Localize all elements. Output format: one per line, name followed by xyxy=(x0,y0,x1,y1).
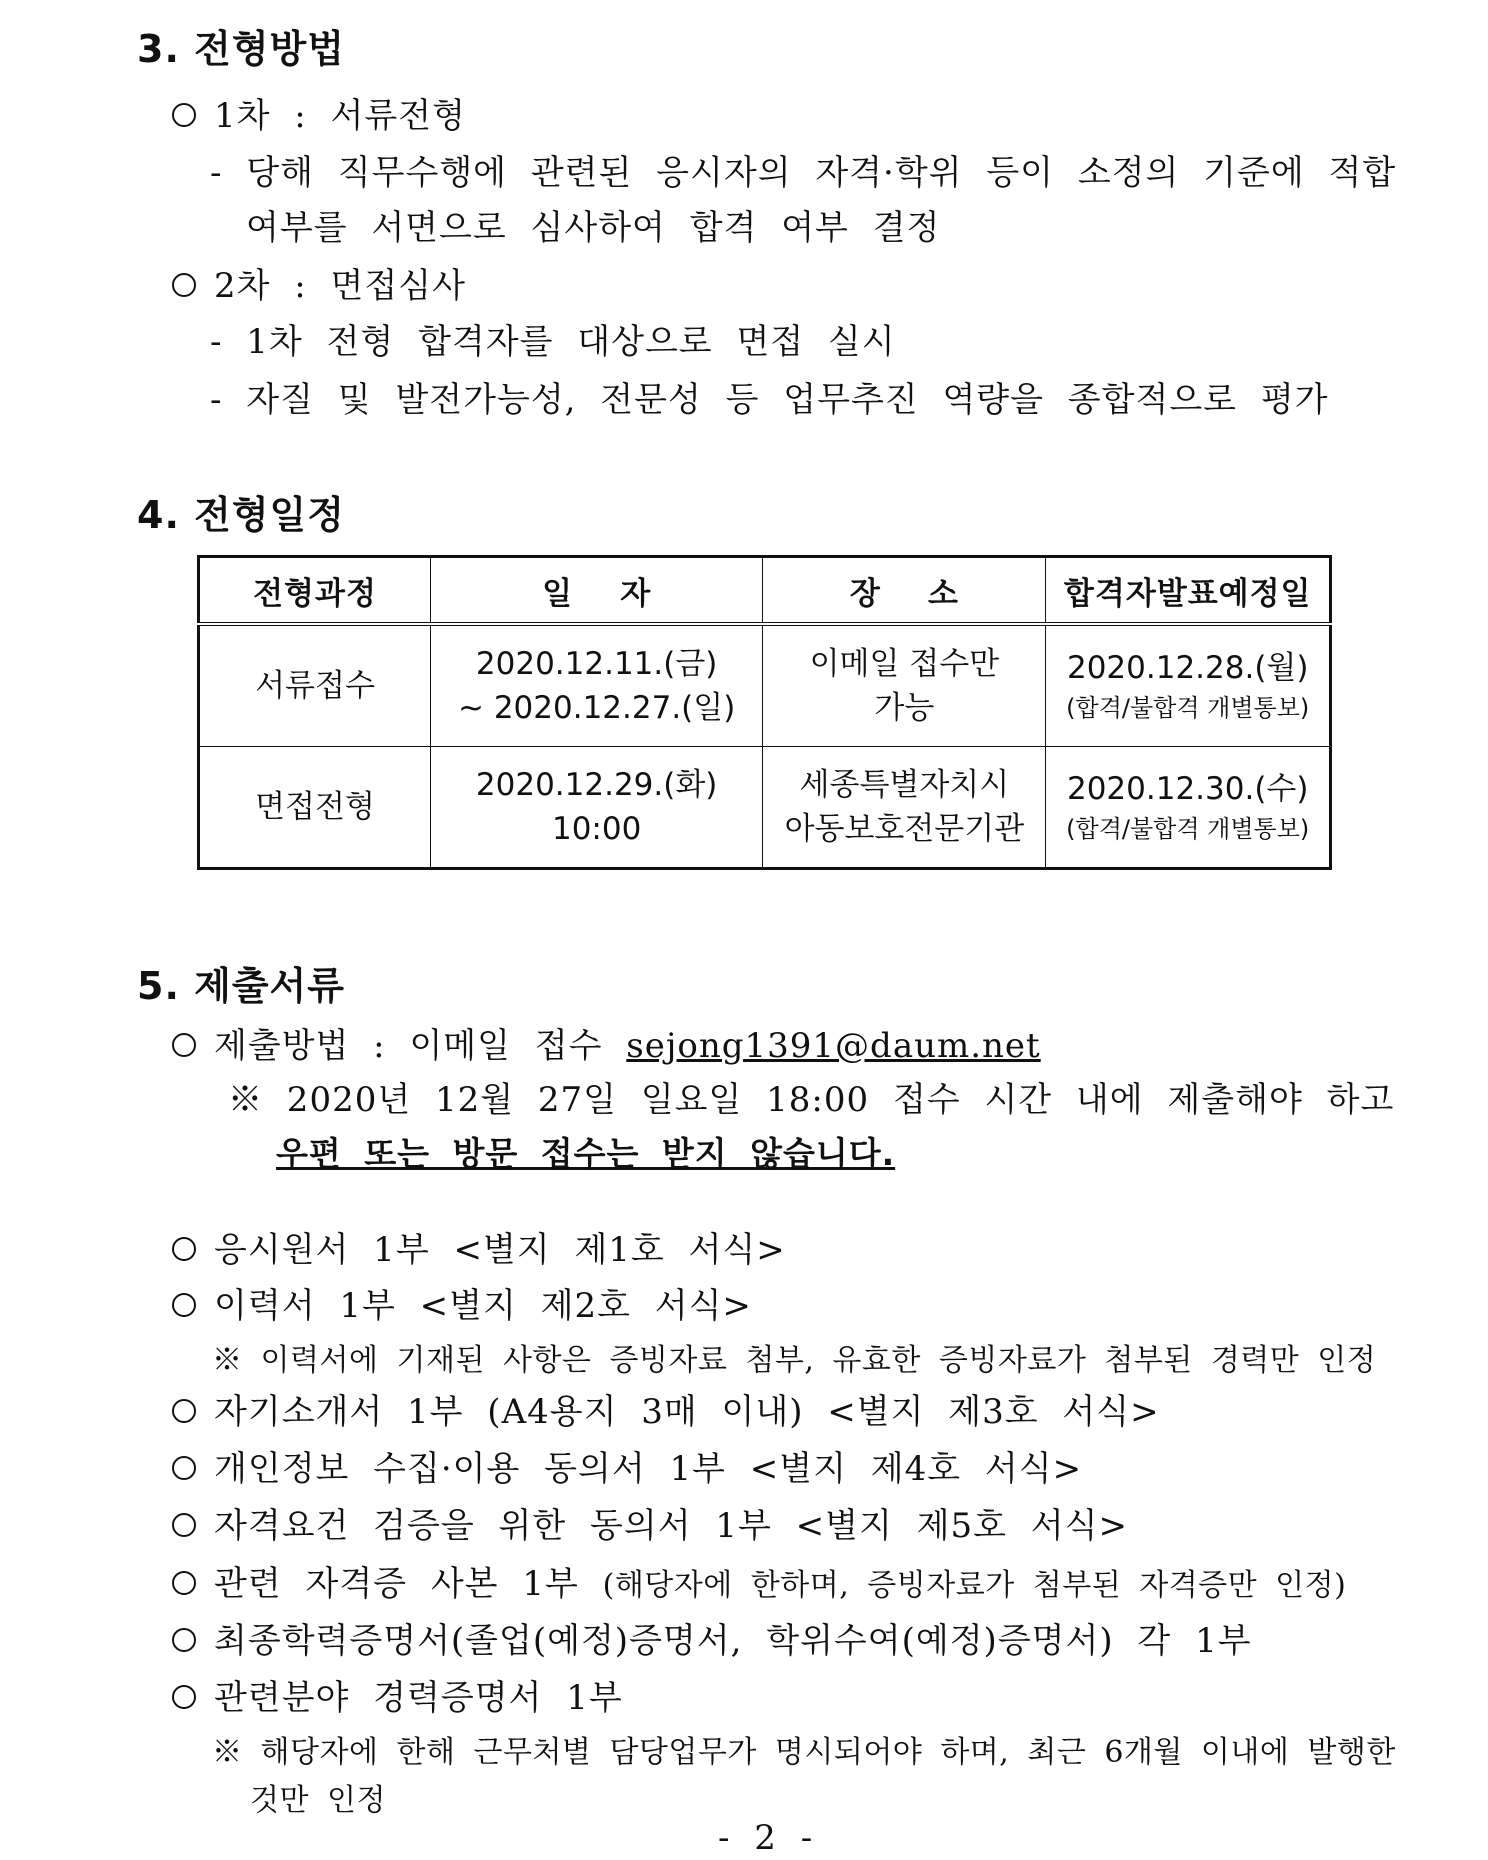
cell-stage: 서류접수 xyxy=(199,624,431,746)
circle-bullet-icon xyxy=(172,1399,196,1423)
cell-stage: 면접전형 xyxy=(199,746,431,868)
circle-bullet-icon xyxy=(172,1685,196,1709)
section-3-item-1: 1차 : 서류전형 xyxy=(172,88,466,137)
header-announce: 합격자발표예정일 xyxy=(1046,557,1331,625)
header-date: 일 자 xyxy=(431,557,763,625)
cell-date: 2020.12.11.(금) ~ 2020.12.27.(일) xyxy=(431,624,763,746)
page-number: - 2 - xyxy=(718,1818,814,1858)
table-row xyxy=(199,746,1331,868)
section-3-item-2: 2차 : 면접심사 xyxy=(172,258,466,307)
table-header-row xyxy=(199,557,1331,625)
doc-item-education: 최종학력증명서(졸업(예정)증명서, 학위수여(예정)증명서) 각 1부 xyxy=(172,1613,1252,1662)
circle-bullet-icon xyxy=(172,1628,196,1652)
deadline-note-emphasis: 우편 또는 방문 접수는 받지 않습니다. xyxy=(276,1134,896,1173)
cell-place: 세종특별자치시 아동보호전문기관 xyxy=(763,746,1046,868)
header-place: 장 소 xyxy=(763,557,1046,625)
cell-place: 이메일 접수만 가능 xyxy=(763,624,1046,746)
doc-item-career: 관련분야 경력증명서 1부 xyxy=(172,1670,623,1719)
section-3-title: 3. 전형방법 xyxy=(137,27,345,71)
doc-item-verification-consent: 자격요건 검증을 위한 동의서 1부 <별지 제5호 서식> xyxy=(172,1498,1128,1547)
submission-method: 제출방법 : 이메일 접수 sejong1391@daum.net xyxy=(172,1018,1041,1067)
section-4-title: 4. 전형일정 xyxy=(137,493,345,537)
section-3-item-1-detail: - 당해 직무수행에 관련된 응시자의 자격·학위 등이 소정의 기준에 적합 xyxy=(210,153,1397,193)
table-row xyxy=(199,624,1331,746)
resume-note: ※ 이력서에 기재된 사항은 증빙자료 첨부, 유효한 증빙자료가 첨부된 경력만 인정 xyxy=(212,1343,1377,1378)
circle-bullet-icon xyxy=(172,1033,196,1057)
doc-item-privacy-consent: 개인정보 수집·이용 동의서 1부 <별지 제4호 서식> xyxy=(172,1441,1082,1490)
deadline-note: ※ 2020년 12월 27일 일요일 18:00 접수 시간 내에 제출해야 하고 xyxy=(228,1080,1395,1120)
cell-announce: 2020.12.30.(수) (합격/불합격 개별통보) xyxy=(1046,746,1331,868)
section-3-item-2-detail-2: - 자질 및 발전가능성, 전문성 등 업무추진 역량을 종합적으로 평가 xyxy=(210,380,1329,420)
doc-item-resume: 이력서 1부 <별지 제2호 서식> xyxy=(172,1278,752,1327)
schedule-table xyxy=(197,555,1332,870)
section-3-item-1-detail-cont: 여부를 서면으로 심사하여 합격 여부 결정 xyxy=(246,208,941,248)
career-note-cont: 것만 인정 xyxy=(250,1783,386,1818)
certificate-note: (해당자에 한하며, 증빙자료가 첨부된 자격증만 인정) xyxy=(602,1568,1347,1603)
section-3-item-2-detail-1: - 1차 전형 합격자를 대상으로 면접 실시 xyxy=(210,322,896,362)
circle-bullet-icon xyxy=(172,1293,196,1317)
header-stage: 전형과정 xyxy=(199,557,431,625)
circle-bullet-icon xyxy=(172,1456,196,1480)
circle-bullet-icon xyxy=(172,1571,196,1595)
doc-item-self-intro: 자기소개서 1부 (A4용지 3매 이내) <별지 제3호 서식> xyxy=(172,1384,1160,1433)
career-note: ※ 해당자에 한해 근무처별 담당업무가 명시되어야 하며, 최근 6개월 이내에 발행한 xyxy=(212,1735,1396,1770)
cell-date: 2020.12.29.(화) 10:00 xyxy=(431,746,763,868)
doc-item-certificate: 관련 자격증 사본 1부 (해당자에 한하며, 증빙자료가 첨부된 자격증만 인정) xyxy=(172,1556,1346,1605)
circle-bullet-icon xyxy=(172,1237,196,1261)
email-link[interactable]: sejong1391@daum.net xyxy=(626,1026,1041,1066)
circle-bullet-icon xyxy=(172,103,196,127)
circle-bullet-icon xyxy=(172,1513,196,1537)
section-5-title: 5. 제출서류 xyxy=(137,964,345,1008)
cell-announce: 2020.12.28.(월) (합격/불합격 개별통보) xyxy=(1046,624,1331,746)
circle-bullet-icon xyxy=(172,273,196,297)
doc-item-application: 응시원서 1부 <별지 제1호 서식> xyxy=(172,1222,786,1271)
